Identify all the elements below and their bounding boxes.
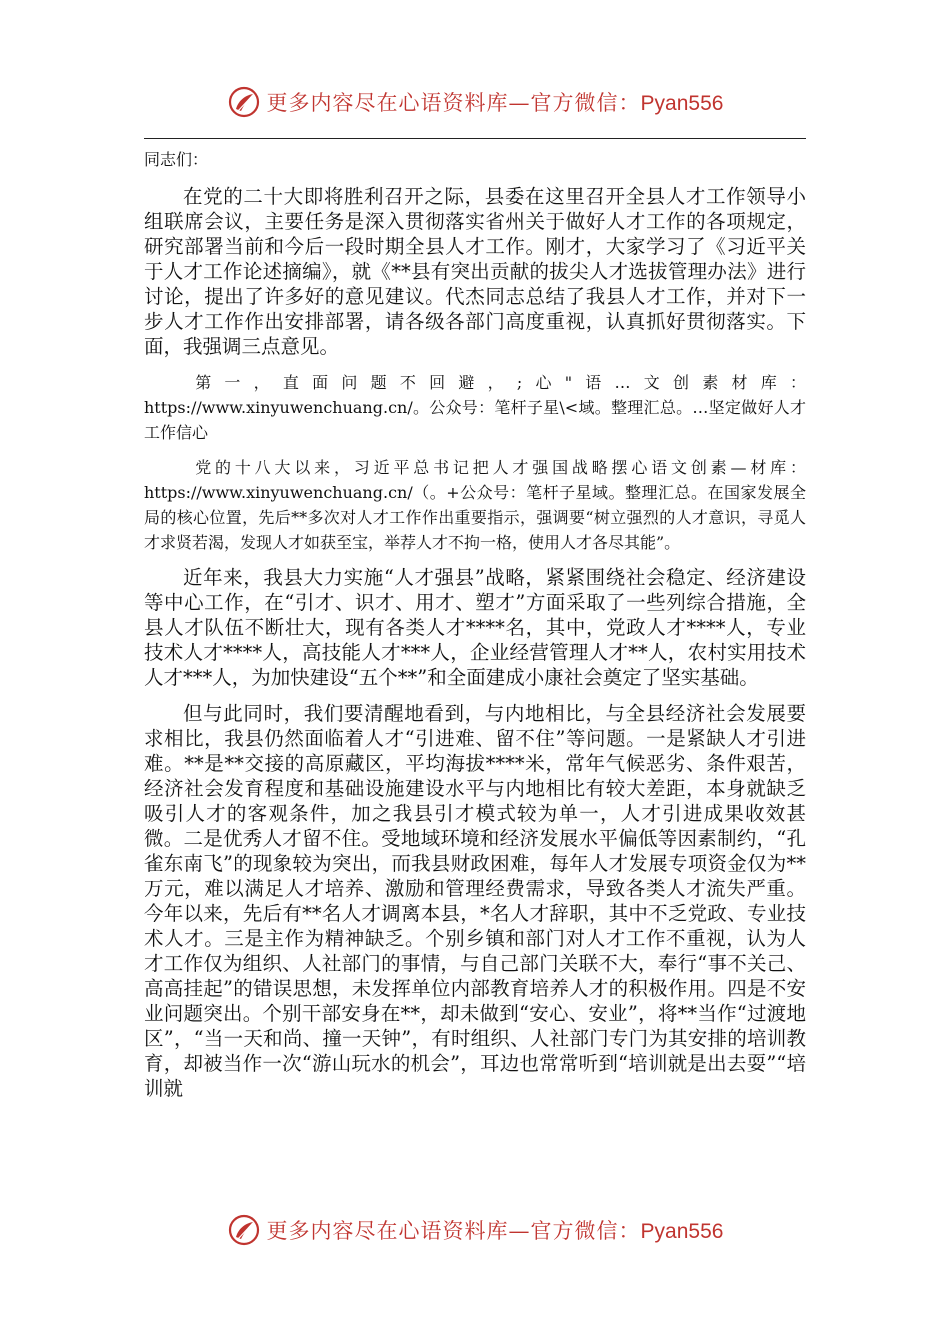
- footer-banner-text: [267, 1215, 724, 1245]
- paragraph-5: 但与此同时，我们要清醒地看到，与内地相比，与全县经济社会发展要求相比，我县仍然面临着人才“引进难、留不住”等问题。一是紧缺人才引进难。**是**交接的高原藏区，平均海拔****米，常年气候恶劣、条件艰苦，经济社会发育程度和基础设施建设水平与内地相比有较大差距，本身就缺乏吸引人才的客观条件，加之我县引才模式较为单一，人才引进成果收效甚微。二是优秀人才留不住。受地域环境和经济发展水平偏低等因素制约，“孔雀东南飞”的现象较为突出，而我县财政困难，每年人才发展专项资金仅为**万元，难以满足人才培养、激励和管理经费需求，导致各类人才流失严重。今年以来，先后有**名人才调离本县，*名人才辞职，其中不乏党政、专业技术人才。三是主作为精神缺乏。个别乡镇和部门对人才工作不重视，认为人才工作仅为组织、人社部门的事情，与自己部门关联不大，奉行“事不关己、高高挂起”的错误思想，未发挥单位内部教育培养人才的积极作用。四是不安业问题突出。个别干部安身在**，却未做到“安心、安业”，将**当作“过渡地区”，“当一天和尚、撞一天钟”，有时组织、人社部门专门为其安排的培训教育，却被当作一次“游山玩水的机会”，耳边也常常听到“培训就是出去耍”“培训就: [144, 702, 806, 1100]
- footer-banner-label: 更多内容尽在心语资料库—官方微信：: [266, 1219, 641, 1243]
- xinyu-logo-icon: [227, 1213, 261, 1247]
- footer-banner: [0, 1210, 950, 1250]
- paragraph-3: 党的十八大以来，习近平总书记把人才强国战略摆心语文创素—材库：https://www.xinyuwenchuang.cn/（。+公众号：笔杆子星域。整理汇总。在国家发展全局的核心位置，先后**多次对人才工作作出重要指示，强调要“树立强烈的人才意识，寻觅人才求贤若渴，发现人才如获至宝，举荐人才不拘一格，使用人才各尽其能”。: [144, 458, 806, 552]
- paragraph-4: 近年来，我县大力实施“人才强县”战略，紧紧围绕社会稳定、经济建设等中心工作，在“引才、识才、用才、塑才”方面采取了一些列综合措施，全县人才队伍不断壮大，现有各类人才****名，其中，党政人才****人，专业技术人才****人，高技能人才***人，企业经营管理人才**人，农村实用技术人才***人，为加快建设“五个**”和全面建成小康社会奠定了坚实基础。: [144, 566, 806, 689]
- header-banner-text: [267, 87, 724, 117]
- header-divider: [144, 138, 806, 139]
- paragraph-2: 第一，直面问题不回避，;心"语…文创素材库：https://www.xinyuwenchuang.cn/。公众号：笔杆子星\<域。整理汇总。…坚定做好人才工作信心: [144, 373, 806, 442]
- xinyu-logo-icon: [227, 85, 261, 119]
- footer-wechat-id: Pyan556: [640, 1220, 724, 1243]
- header-wechat-id: Pyan556: [640, 92, 724, 115]
- document-body: [144, 148, 806, 1112]
- header-banner-label: 更多内容尽在心语资料库—官方微信：: [266, 91, 641, 115]
- header-banner: [0, 82, 950, 122]
- paragraph-1: 在党的二十大即将胜利召开之际，县委在这里召开全县人才工作领导小组联席会议，主要任务是深入贯彻落实省州关于做好人才工作的各项规定，研究部署当前和今后一段时期全县人才工作。刚才，大家学习了《习近平关于人才工作论述摘编》，就《**县有突出贡献的拔尖人才选拔管理办法》进行讨论，提出了许多好的意见建议。代杰同志总结了我县人才工作，并对下一步人才工作作出安排部署，请各级各部门高度重视，认真抓好贯彻落实。下面，我强调三点意见。: [144, 185, 806, 358]
- salutation: 同志们：: [144, 150, 209, 169]
